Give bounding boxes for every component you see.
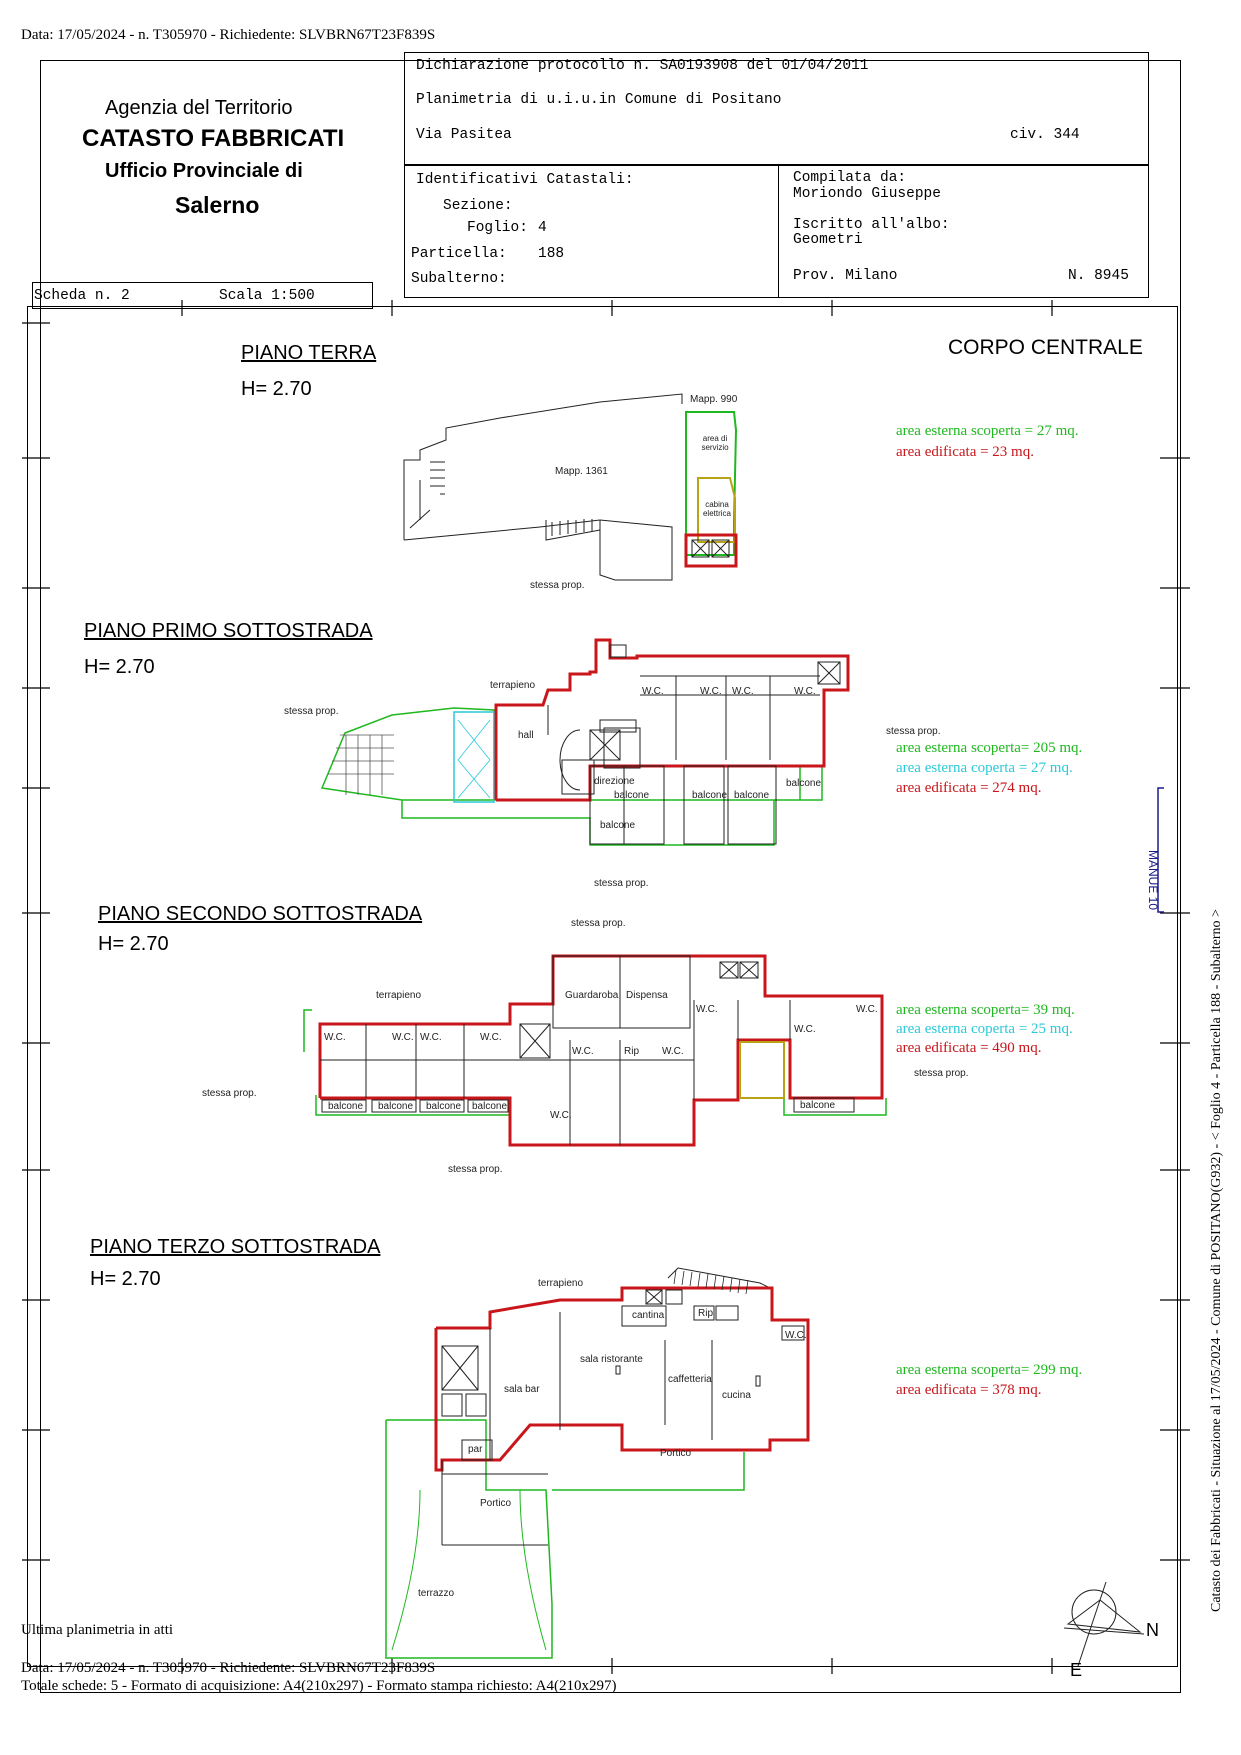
- secondo-wc-5: W.C.: [572, 1046, 594, 1057]
- side-stamp: MANUE 10: [1146, 850, 1160, 911]
- primo-stessa-left: stessa prop.: [284, 706, 339, 717]
- office-catasto: CATASTO FABBRICATI: [82, 125, 345, 152]
- numero-value: N. 8945: [1068, 268, 1129, 284]
- primo-terrapieno: terrapieno: [490, 680, 536, 691]
- secondo-balcone-1: balcone: [328, 1101, 364, 1112]
- primo-balcone-5: balcone: [600, 820, 636, 831]
- secondo-wc-8: W.C.: [794, 1024, 816, 1035]
- primo-stessa-bottom: stessa prop.: [594, 878, 649, 889]
- mapp-1361-label: Mapp. 1361: [555, 466, 608, 477]
- corpo-centrale: CORPO CENTRALE: [948, 336, 1143, 359]
- albo-value: Geometri: [793, 232, 863, 248]
- piano-terzo-height: H= 2.70: [90, 1268, 161, 1290]
- piano-primo-height: H= 2.70: [84, 656, 155, 678]
- secondo-balcone-4: balcone: [472, 1101, 508, 1112]
- par-label: par: [468, 1444, 483, 1455]
- office-ufficio: Ufficio Provinciale di: [105, 160, 303, 182]
- primo-wc-2: W.C.: [700, 686, 722, 697]
- office-agency: Agenzia del Territorio: [105, 97, 293, 119]
- primo-esterna-coperta: area esterna coperta = 27 mq.: [896, 760, 1073, 776]
- footer-request-info: Data: 17/05/2024 - n. T305970 - Richiedente: SLVBRN67T23F839S: [21, 1660, 436, 1676]
- primo-wc-3: W.C.: [732, 686, 754, 697]
- scala-value: Scala 1:500: [219, 288, 315, 304]
- civ-line: civ. 344: [1010, 127, 1080, 143]
- iscritto-label: Iscritto all'albo:: [793, 217, 950, 233]
- compass-e: E: [1070, 1660, 1083, 1680]
- secondo-balcone-3: balcone: [426, 1101, 462, 1112]
- dispensa-label: Dispensa: [626, 990, 668, 1001]
- terra-stessa-prop: stessa prop.: [530, 580, 585, 591]
- direzione-label: direzione: [594, 776, 635, 787]
- secondo-wc-9: W.C.: [856, 1004, 878, 1015]
- terzo-edificata: area edificata = 378 mq.: [896, 1382, 1042, 1398]
- secondo-balcone-5: balcone: [800, 1100, 836, 1111]
- secondo-esterna-scoperta: area esterna scoperta= 39 mq.: [896, 1002, 1075, 1018]
- primo-balcone-4: balcone: [786, 778, 822, 789]
- mapp-990-label: Mapp. 990: [690, 394, 738, 405]
- foglio-label: Foglio:: [467, 220, 528, 236]
- office-city: Salerno: [175, 192, 260, 218]
- piano-secondo-height: H= 2.70: [98, 933, 169, 955]
- terra-esterna-scoperta: area esterna scoperta = 27 mq.: [896, 423, 1079, 439]
- planimetria-line: Planimetria di u.i.u.in Comune di Positano: [416, 92, 782, 108]
- side-cadastre-text: Catasto dei Fabbricati - Situazione al 17/05/2024 - Comune di POSITANO(G932) - < Foglio 4 - Particella 188 - Subalterno >: [1209, 909, 1224, 1612]
- area-servizio-label: area di servizio: [701, 434, 729, 452]
- primo-balcone-3: balcone: [734, 790, 770, 801]
- secondo-stessa-top: stessa prop.: [571, 918, 626, 929]
- piano-terzo-title: PIANO TERZO SOTTOSTRADA: [90, 1236, 381, 1258]
- portico-label-2: Portico: [480, 1498, 512, 1509]
- primo-balcone-1: balcone: [614, 790, 650, 801]
- secondo-stessa-bottom: stessa prop.: [448, 1164, 503, 1175]
- primo-wc-1: W.C.: [642, 686, 664, 697]
- secondo-wc-7: W.C.: [696, 1004, 718, 1015]
- compass-n: N: [1146, 1620, 1159, 1640]
- secondo-wc-4: W.C.: [480, 1032, 502, 1043]
- primo-wc-4: W.C.: [794, 686, 816, 697]
- cantina-label: cantina: [632, 1310, 665, 1321]
- compiler-name: Moriondo Giuseppe: [793, 186, 941, 202]
- caffetteria-label: caffetteria: [668, 1374, 712, 1385]
- sala-ristorante-label: sala ristorante: [580, 1354, 643, 1365]
- secondo-terrapieno: terrapieno: [376, 990, 422, 1001]
- prov-value: Prov. Milano: [793, 268, 898, 284]
- primo-balcone-2: balcone: [692, 790, 728, 801]
- secondo-stessa-left: stessa prop.: [202, 1088, 257, 1099]
- primo-esterna-scoperta: area esterna scoperta= 205 mq.: [896, 740, 1083, 756]
- secondo-esterna-coperta: area esterna coperta = 25 mq.: [896, 1021, 1073, 1037]
- terrazzo-label: terrazzo: [418, 1588, 455, 1599]
- piano-primo-title: PIANO PRIMO SOTTOSTRADA: [84, 620, 373, 642]
- particella-label: Particella:: [411, 246, 507, 262]
- secondo-rip: Rip: [624, 1046, 640, 1057]
- guardaroba-label: Guardaroba: [565, 990, 619, 1001]
- sala-bar-label: sala bar: [504, 1384, 540, 1395]
- secondo-wc-3: W.C.: [420, 1032, 442, 1043]
- foglio-value: 4: [538, 220, 547, 236]
- secondo-wc-1: W.C.: [324, 1032, 346, 1043]
- piano-terra-title: PIANO TERRA: [241, 342, 377, 364]
- terzo-terrapieno: terrapieno: [538, 1278, 584, 1289]
- secondo-balcone-2: balcone: [378, 1101, 414, 1112]
- primo-stessa-right: stessa prop.: [886, 726, 941, 737]
- secondo-wc-2: W.C.: [392, 1032, 414, 1043]
- portico-label-1: Portico: [660, 1448, 692, 1459]
- piano-secondo-title: PIANO SECONDO SOTTOSTRADA: [98, 903, 423, 925]
- scheda-number: Scheda n. 2: [34, 288, 130, 304]
- secondo-wc-10: W.C.: [550, 1110, 572, 1121]
- identifiers-title: Identificativi Catastali:: [416, 172, 634, 188]
- footer-totale-schede: Totale schede: 5 - Formato di acquisizione: A4(210x297) - Formato stampa richiesto: A4(210x297): [21, 1678, 617, 1694]
- header-request-info: Data: 17/05/2024 - n. T305970 - Richiedente: SLVBRN67T23F839S: [21, 27, 436, 43]
- piano-terra-height: H= 2.70: [241, 378, 312, 400]
- terzo-rip: Rip: [698, 1308, 714, 1319]
- cucina-label: cucina: [722, 1390, 751, 1401]
- terra-edificata: area edificata = 23 mq.: [896, 444, 1034, 460]
- cabina-label: cabina elettrica: [702, 500, 731, 518]
- terzo-wc: W.C.: [785, 1330, 807, 1341]
- terzo-esterna-scoperta: area esterna scoperta= 299 mq.: [896, 1362, 1083, 1378]
- ultima-planimetria: Ultima planimetria in atti: [21, 1622, 174, 1638]
- hall-label: hall: [518, 730, 534, 741]
- secondo-stessa-right: stessa prop.: [914, 1068, 969, 1079]
- particella-value: 188: [538, 246, 565, 262]
- secondo-edificata: area edificata = 490 mq.: [896, 1040, 1042, 1056]
- protocol-line: Dichiarazione protocollo n. SA0193908 del 01/04/2011: [416, 58, 869, 74]
- secondo-wc-6: W.C.: [662, 1046, 684, 1057]
- sezione-label: Sezione:: [443, 198, 513, 214]
- subalterno-label: Subalterno:: [411, 271, 507, 287]
- primo-edificata: area edificata = 274 mq.: [896, 780, 1042, 796]
- via-line: Via Pasitea: [416, 127, 512, 143]
- compilata-label: Compilata da:: [793, 170, 907, 186]
